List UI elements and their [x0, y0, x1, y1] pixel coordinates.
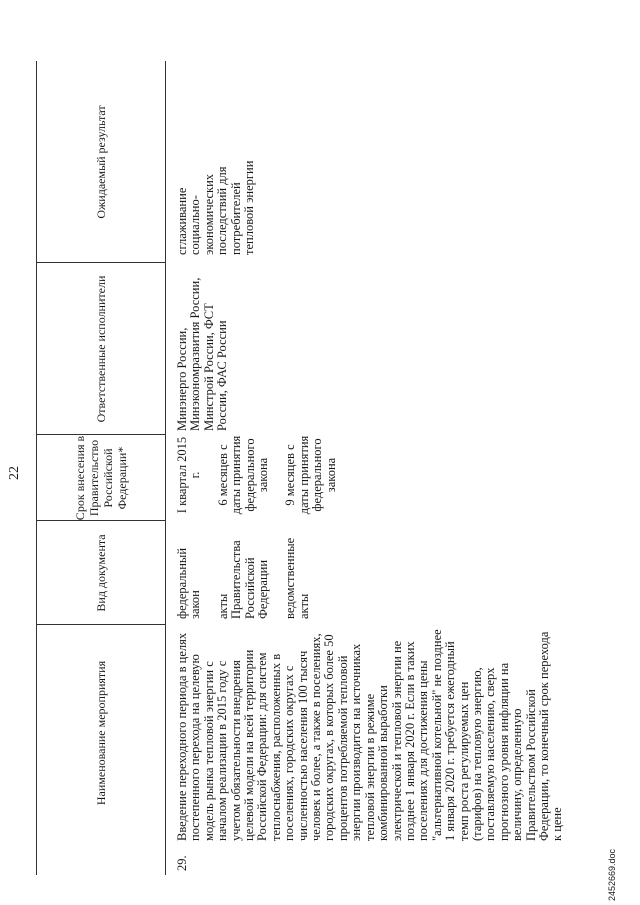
deadline-2: 6 месяцев с даты принятия федерального закона [215, 435, 271, 515]
header-doc-type: Вид документа [94, 534, 108, 612]
table-row [166, 61, 596, 875]
header-name: Наименование мероприятия [94, 660, 108, 806]
header-executors: Ответственные исполнители [94, 275, 108, 423]
column-divider [37, 262, 165, 263]
footer-doc-code: 2452669.doc [607, 848, 617, 901]
doc-type-department-acts: ведомственные акты [283, 537, 311, 619]
column-divider [37, 434, 165, 435]
deadline-3: 9 месяцев с даты принятия федерального закона [283, 435, 338, 515]
deadline-1: I квартал 2015 г. [175, 436, 203, 514]
doc-type-government-acts: акты Правительства Российской Федерации [215, 540, 271, 619]
doc-type-federal-law: федеральный закон [175, 547, 203, 619]
page-number: 22 [7, 466, 22, 480]
row-number: 29. [175, 855, 189, 871]
measure-name: Введение переходного периода в целях постепенного перехода на целевую модель рынка тепловой энергии с началом реализации в 2015 году с учетом обязательности внедрения целевой модели на всей территории Российской Федерации: для систем теплоснабжения, расположенных в поселениях, городских округах с численностью населения 100 тысяч человек и более, а также в поселениях, городских округах, в которых более 50 процентов потребляемой тепловой энергии производится на источниках тепловой энергии в режиме комбинированной выработки электрической и тепловой энергии не позднее 1 января 2020 г. Если в таких поселениях для достижения цены "альтернативной котельной" не позднее 1 января 2020 г. требуется ежегодный темп роста регулируемых цен (тарифов) на тепловую энергию, поставляемую населению, сверх прогнозного уровня инфляции на величину, определенную Правительством Российской Федерации, то конечный срок перехода к цене [175, 629, 565, 841]
deadline-cell [176, 435, 338, 515]
column-divider [37, 520, 165, 521]
executors-cell: Минэнерго России, Минэкономразвития России, Минстрой России, ФСТ России, ФАС России [175, 277, 230, 431]
header-result: Ожидаемый результат [94, 105, 108, 219]
measures-table [36, 61, 596, 875]
table-header-row [36, 61, 166, 875]
doc-type-cell [176, 523, 311, 619]
column-divider [37, 624, 165, 625]
result-cell: сглаживание социально-экономических последствий для потребителей тепловой энергии [175, 160, 257, 255]
header-deadline: Срок внесения в Правительство Российской Федерации* [73, 435, 129, 521]
